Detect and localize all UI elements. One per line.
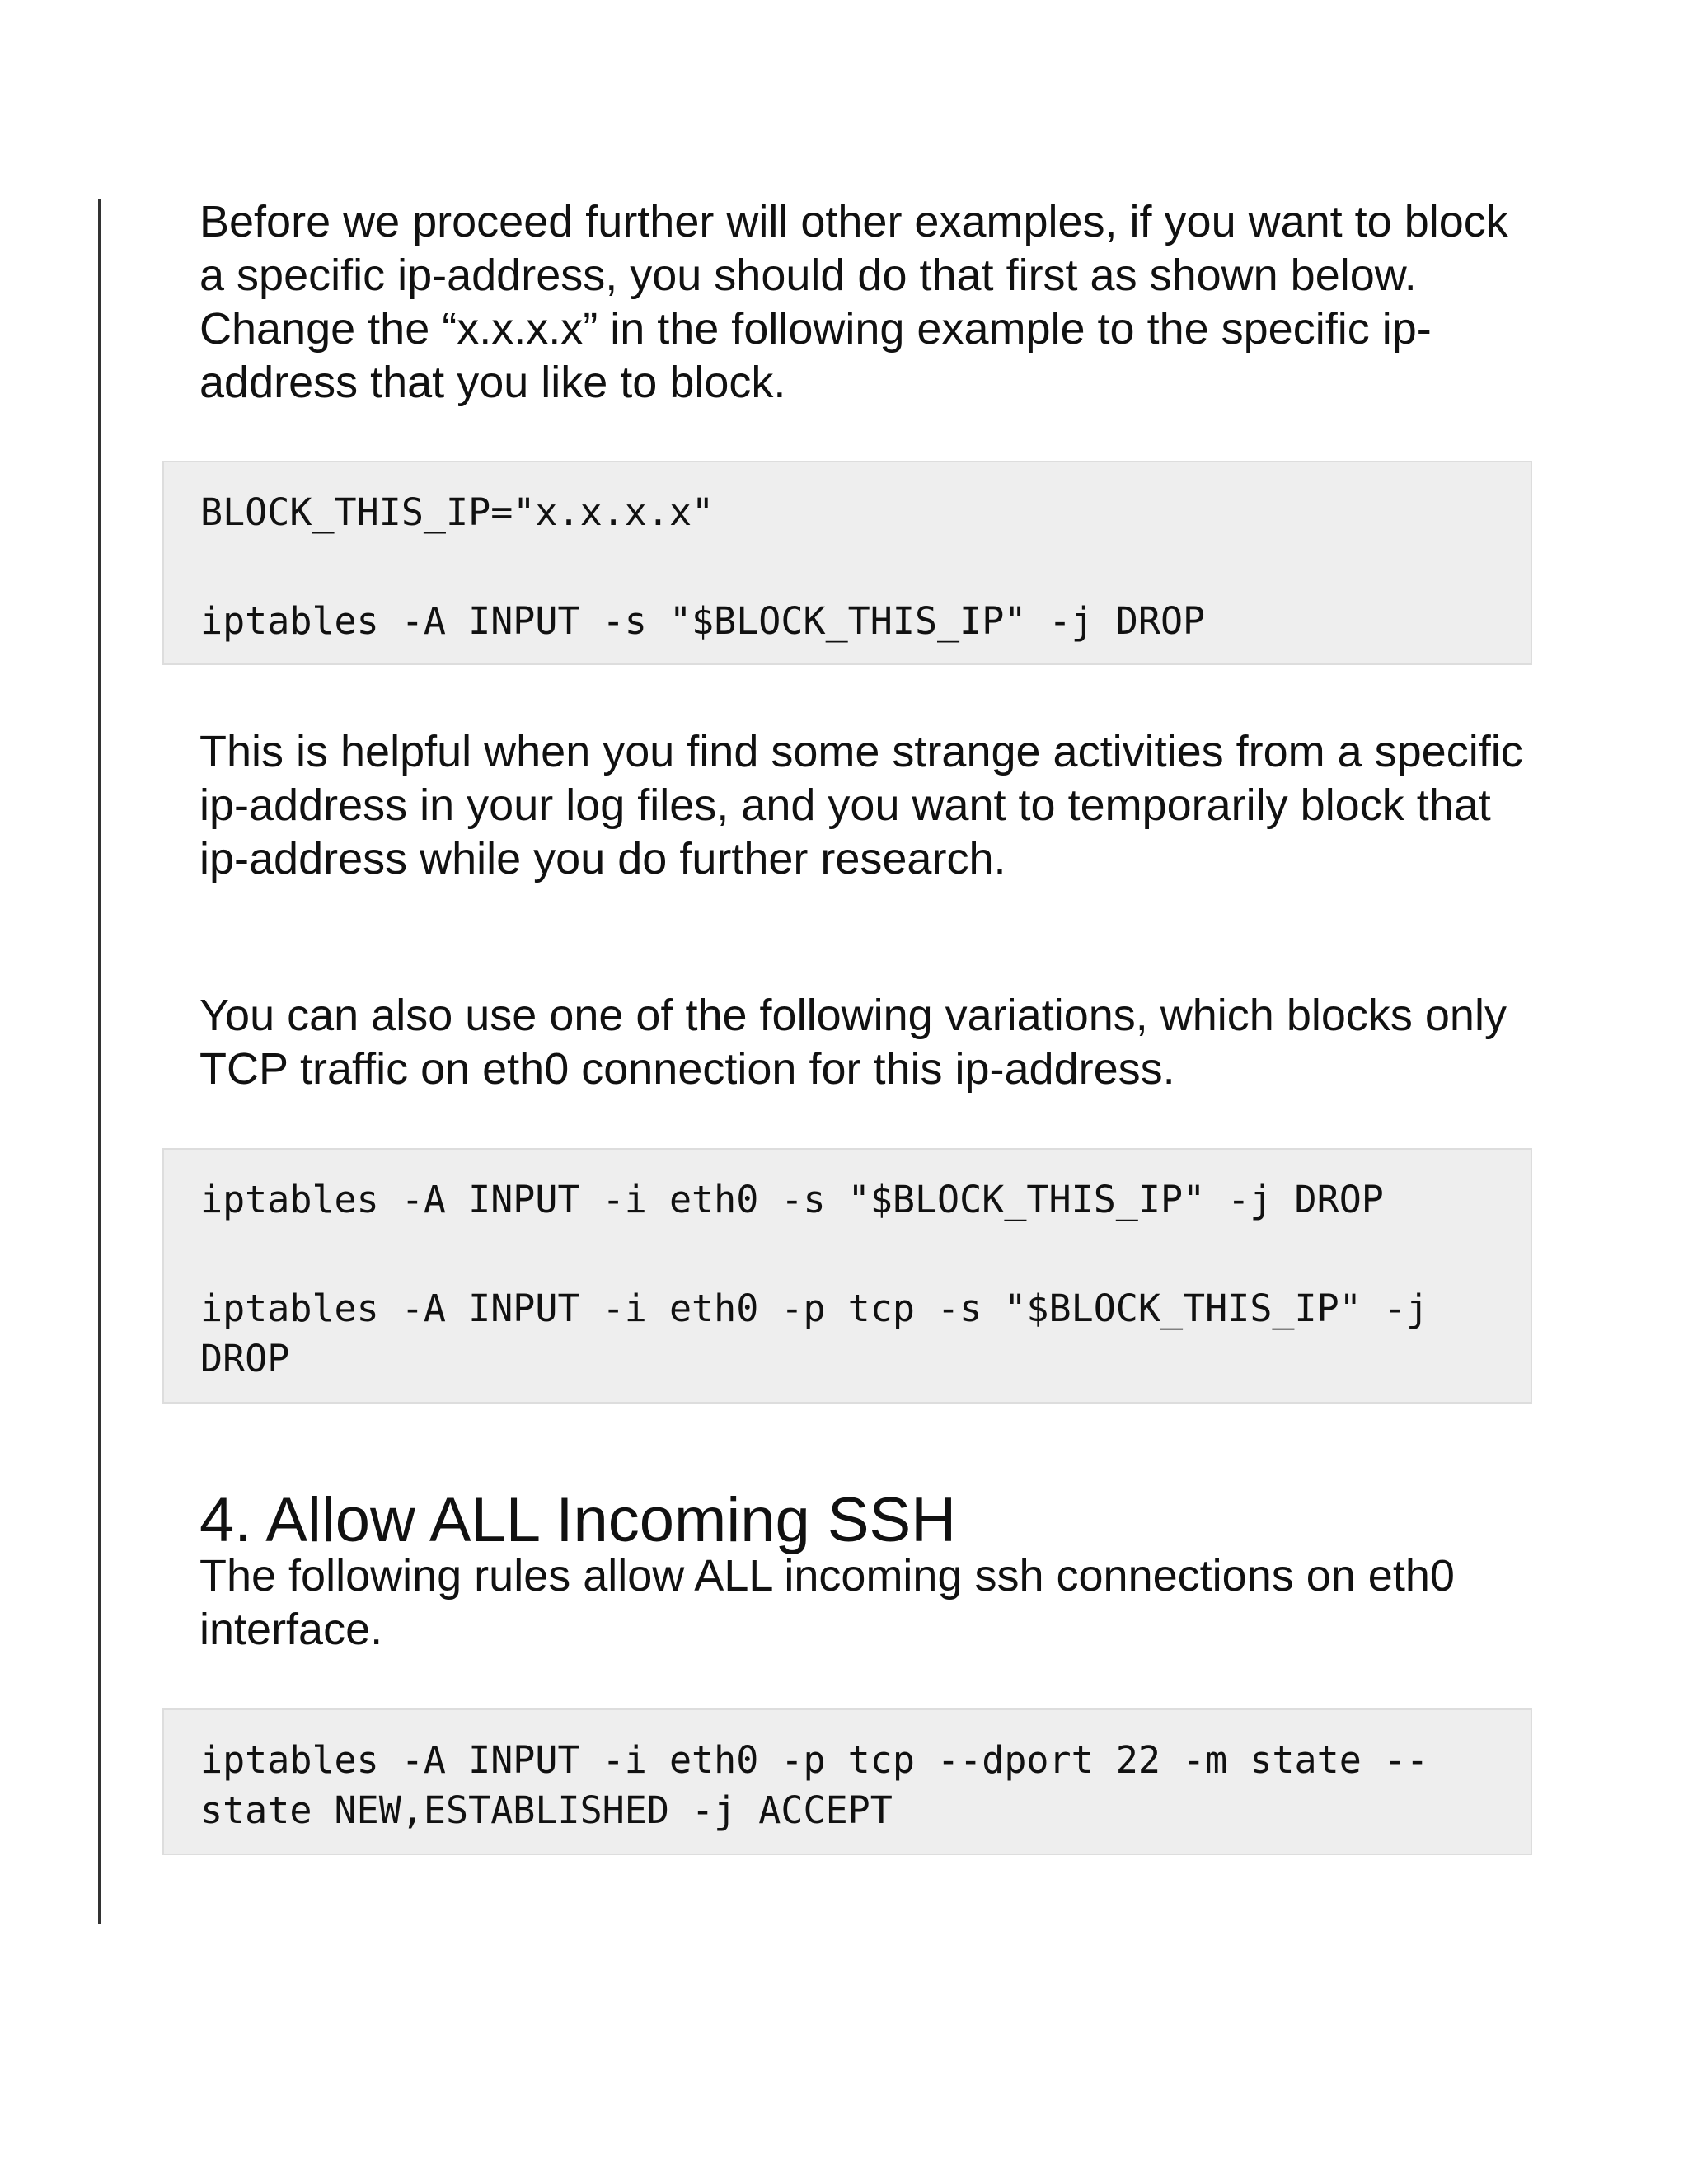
code-block-eth0-variations [162,1148,1532,1404]
code-block-allow-ssh [162,1708,1532,1855]
section-heading: 4. Allow ALL Incoming SSH [199,1485,957,1555]
code-block-block-ip [162,461,1532,665]
paragraph-variations: You can also use one of the following variations, which blocks only TCP traffic on eth0 connection for this ip-address. [199,991,1507,1094]
code-line-iptables-drop: iptables -A INPUT -s "$BLOCK_THIS_IP" -j DROP [200,599,1206,643]
code-line-eth0-tcp-drop: iptables -A INPUT -i eth0 -p tcp -s "$BLOCK_THIS_IP" -j DROP [200,1286,1429,1380]
code-line-eth0-drop: iptables -A INPUT -i eth0 -s "$BLOCK_THIS_IP" -j DROP [200,1178,1384,1221]
code-line-set-variable: BLOCK_THIS_IP="x.x.x.x" [200,490,715,534]
paragraph-allow-ssh: The following rules allow ALL incoming ssh connections on eth0 interface. [199,1551,1455,1654]
paragraph-block-specific-ip: Before we proceed further will other examples, if you want to block a specific ip-address, you should do that first as shown below. Change the “x.x.x.x” in the following example to the specific ip-address that you like to block. [199,197,1508,407]
paragraph-helpful-note: This is helpful when you find some strange activities from a specific ip-address in your log files, and you want to temporarily block that ip-address while you do further research. [199,727,1523,883]
code-line-ssh-accept: iptables -A INPUT -i eth0 -p tcp --dport 22 -m state -- state NEW,ESTABLISHED -j ACCEPT [200,1738,1429,1832]
